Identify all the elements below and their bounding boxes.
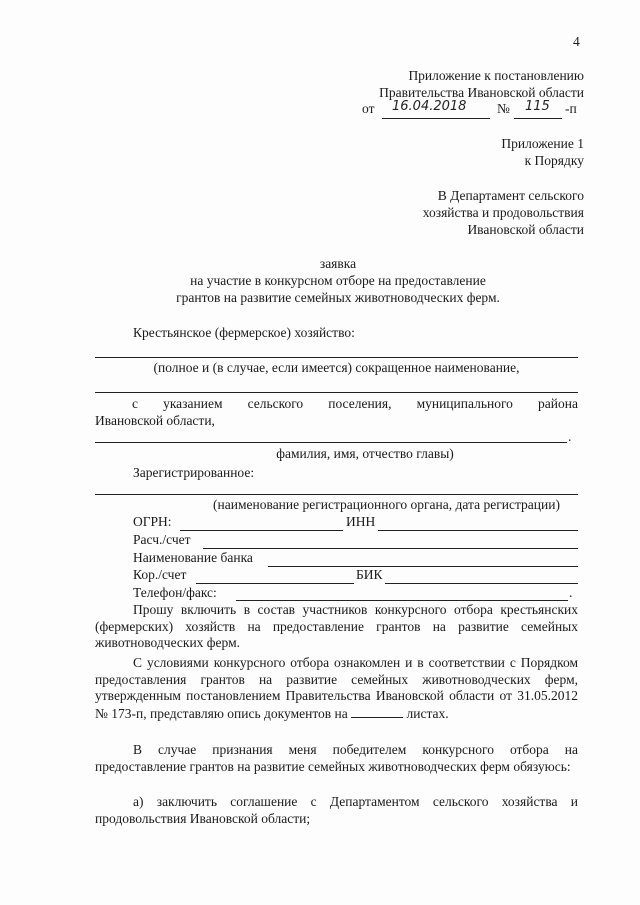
title-line1: заявка — [319, 256, 357, 271]
decree-number: 115 — [525, 99, 550, 114]
head-name-line[interactable] — [95, 442, 567, 443]
date-underline — [382, 118, 490, 119]
bank-field[interactable] — [268, 566, 578, 567]
word: поселения, — [328, 396, 392, 411]
settlement-hint-line2: Ивановской области, — [95, 413, 215, 428]
bik-label: БИК — [356, 567, 383, 582]
word: сельского — [247, 396, 304, 411]
winner-paragraph: В случае признания меня победителем конкурсного отбора на предоставление грантов на развитие семейных животноводческих ферм обязуюсь: — [95, 742, 578, 774]
appendix-line1: Приложение 1 — [501, 136, 584, 151]
ogrn-label: ОГРН: — [133, 514, 172, 529]
number-underline — [514, 118, 562, 119]
bik-field[interactable] — [385, 583, 578, 584]
appendix-line2: к Порядку — [524, 153, 584, 168]
request-paragraph: Прошу включить в состав участников конкурсного отбора крестьянских (фермерских) хозяйств на предоставление грантов на развитие семейных животноводческих ферм. — [95, 602, 578, 650]
title-line2: на участие в конкурсном отборе на предоставление — [190, 273, 486, 288]
phone-end-dot: . — [569, 585, 573, 600]
title-line3: грантов на развитие семейных животноводческих ферм. — [176, 290, 500, 305]
account-field[interactable] — [203, 548, 578, 549]
from-prefix: от — [362, 101, 375, 116]
number-suffix: -п — [565, 101, 577, 116]
corr-field[interactable] — [196, 583, 354, 584]
farm-name-line[interactable] — [95, 357, 578, 358]
corr-label: Кор./счет — [133, 567, 187, 582]
registration-line[interactable] — [95, 494, 578, 495]
inn-label: ИНН — [346, 514, 376, 529]
name-hint: (полное и (в случае, если имеется) сокращенное наименование, — [153, 360, 520, 375]
conditions-paragraph — [95, 655, 578, 722]
registered-label: Зарегистрированное: — [133, 465, 255, 480]
farm-name-line2[interactable] — [95, 392, 578, 393]
recipient-line1: В Департамент сельского — [437, 188, 584, 203]
page-number: 4 — [573, 34, 580, 49]
number-sign: № — [497, 101, 510, 116]
word: района — [538, 396, 578, 411]
phone-field[interactable] — [236, 600, 568, 601]
recipient-line2: хозяйства и продовольствия — [422, 205, 584, 220]
settlement-hint-line1 — [132, 396, 578, 412]
registration-hint: (наименование регистрационного органа, дата регистрации) — [213, 497, 560, 512]
bank-label: Наименование банка — [133, 550, 253, 565]
phone-label: Телефон/факс: — [133, 585, 217, 600]
obligation-item-a: а) заключить соглашение с Департаментом сельского хозяйства и продовольствия Ивановской области; — [95, 794, 578, 826]
decree-appendix-line2: Правительства Ивановской области — [379, 85, 584, 100]
inn-field[interactable] — [378, 530, 578, 531]
farm-label: Крестьянское (фермерское) хозяйство: — [133, 325, 355, 340]
recipient-line3: Ивановской области — [467, 222, 584, 237]
word: муниципального — [416, 396, 513, 411]
conditions-text: С условиями конкурсного отбора ознакомлен и в соответствии с Порядком предоставления грантов на развитие семейных животноводческих ферм, утвержденным постановлением Правительства Ивановской области от 31.05.2012 № 173-п, представляю опись документов на — [95, 655, 578, 721]
decree-date: 16.04.2018 — [392, 99, 467, 114]
head-hint: фамилия, имя, отчество главы) — [276, 446, 454, 461]
word: указанием — [163, 396, 223, 411]
word: с — [132, 396, 138, 411]
ogrn-field[interactable] — [180, 530, 343, 531]
account-label: Расч./счет — [133, 532, 191, 547]
decree-appendix-line1: Приложение к постановлению — [408, 68, 584, 83]
sheets-count-field[interactable] — [351, 705, 403, 718]
head-line-dot: . — [568, 429, 572, 444]
sheets-text: листах. — [406, 705, 449, 721]
decree-date-number — [362, 101, 584, 121]
